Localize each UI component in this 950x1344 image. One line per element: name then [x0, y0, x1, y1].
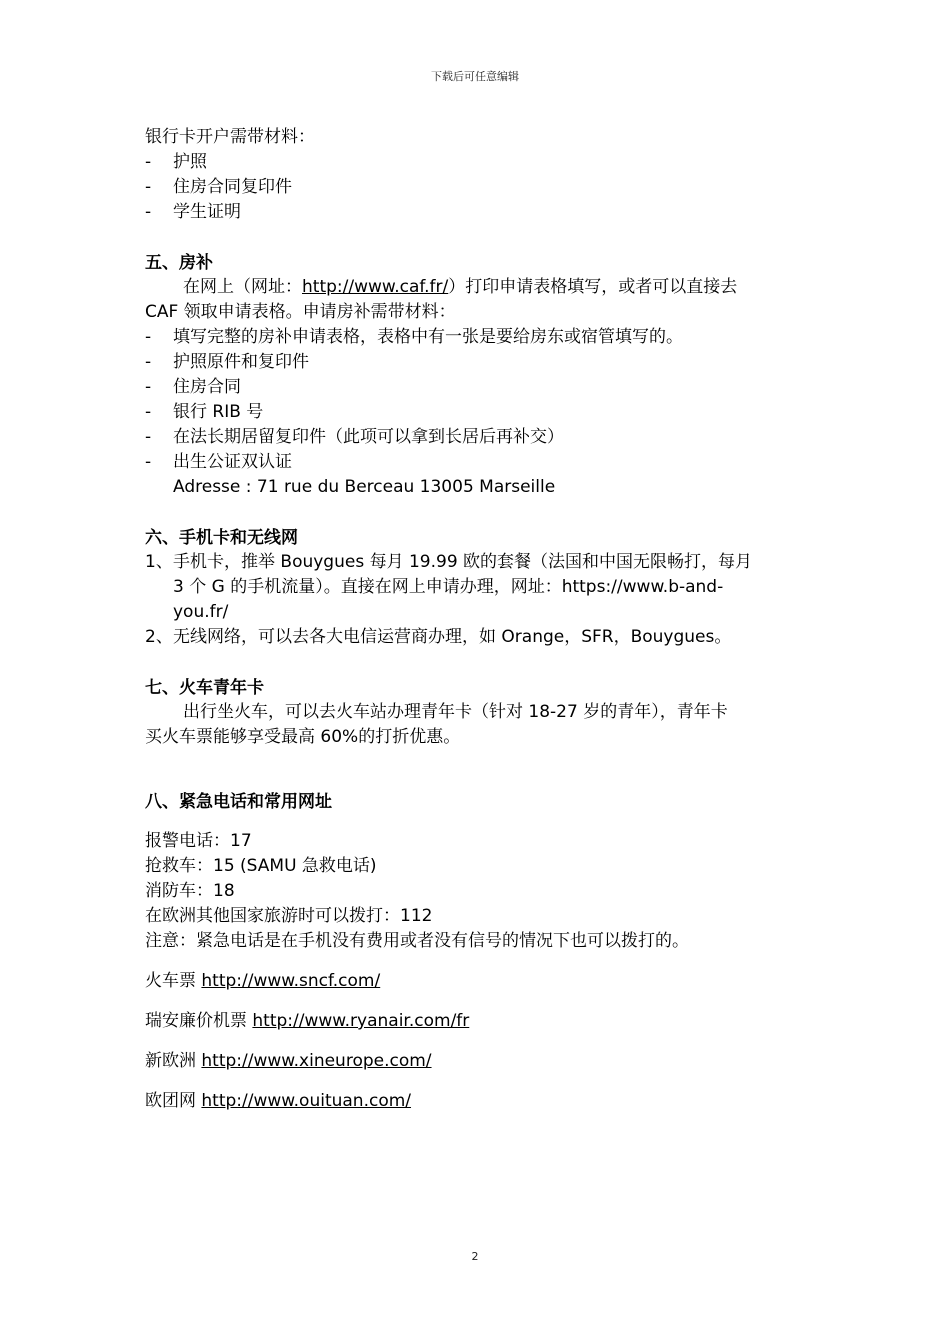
- intro-text-before: 在网上（网址：: [183, 277, 302, 297]
- bullet-marker: -: [145, 202, 152, 222]
- bank-materials-title: 银行卡开户需带材料：: [145, 127, 315, 147]
- phone-fire: 消防车：18: [145, 881, 235, 901]
- bullet-marker: -: [145, 177, 152, 197]
- section7-heading: 七、火车青年卡: [145, 678, 264, 698]
- list-number: 1、: [145, 552, 173, 572]
- sncf-link[interactable]: http://www.sncf.com/: [201, 971, 381, 991]
- housing-item: 填写完整的房补申请表格，表格中有一张是要给房东或宿管填写的。: [173, 327, 683, 347]
- youth-card-line1: 出行坐火车，可以去火车站办理青年卡（针对 18-27 岁的青年），青年卡: [183, 702, 728, 722]
- phone-ambulance: 抢救车：15 (SAMU 急救电话): [145, 856, 377, 876]
- mobile-plan-line3: you.fr/: [173, 602, 229, 622]
- link-label: 火车票: [145, 971, 196, 991]
- housing-item: 住房合同: [173, 377, 241, 397]
- housing-item: 在法长期居留复印件（此项可以拿到长居后再补交）: [173, 427, 564, 447]
- phone-europe: 在欧洲其他国家旅游时可以拨打：112: [145, 906, 433, 926]
- bank-item: 护照: [173, 152, 207, 172]
- link-row-sncf: [145, 970, 380, 992]
- phone-police: 报警电话：17: [145, 831, 252, 851]
- caf-address: Adresse : 71 rue du Berceau 13005 Marseille: [173, 477, 556, 497]
- link-row-ouituan: [145, 1090, 411, 1112]
- housing-item: 银行 RIB 号: [173, 402, 264, 422]
- youth-card-line2: 买火车票能够享受最高 60%的打折优惠。: [145, 727, 461, 747]
- housing-item: 出生公证双认证: [173, 452, 292, 472]
- link-row-xineurope: [145, 1050, 432, 1072]
- link-row-ryanair: [145, 1010, 469, 1032]
- bullet-marker: -: [145, 452, 152, 472]
- bullet-marker: -: [145, 402, 152, 422]
- section5-intro-line1: [183, 276, 737, 298]
- mobile-plan-line2: 3 个 G 的手机流量）。直接在网上申请办理，网址：https://www.b-and-: [173, 577, 724, 597]
- phone-note: 注意：紧急电话是在手机没有费用或者没有信号的情况下也可以拨打的。: [145, 931, 689, 951]
- bullet-marker: -: [145, 352, 152, 372]
- intro-text-after: ）打印申请表格填写，或者可以直接去: [448, 277, 738, 297]
- bank-item: 学生证明: [173, 202, 241, 222]
- bullet-marker: -: [145, 427, 152, 447]
- bullet-marker: -: [145, 377, 152, 397]
- bullet-marker: -: [145, 327, 152, 347]
- section8-heading: 八、紧急电话和常用网址: [145, 792, 332, 812]
- list-number: 2、: [145, 627, 173, 647]
- mobile-plan-line1: 手机卡，推举 Bouygues 每月 19.99 欧的套餐（法国和中国无限畅打，每月: [173, 552, 753, 572]
- ouituan-link[interactable]: http://www.ouituan.com/: [201, 1091, 412, 1111]
- page-number: 2: [471, 1250, 479, 1263]
- xineurope-link[interactable]: http://www.xineurope.com/: [201, 1051, 432, 1071]
- wifi-text: 无线网络，可以去各大电信运营商办理，如 Orange，SFR，Bouygues。: [173, 627, 732, 647]
- link-label: 欧团网: [145, 1091, 196, 1111]
- section5-intro-line2: CAF 领取申请表格。申请房补需带材料：: [145, 302, 456, 322]
- bank-item: 住房合同复印件: [173, 177, 292, 197]
- bullet-marker: -: [145, 152, 152, 172]
- section6-heading: 六、手机卡和无线网: [145, 528, 298, 548]
- link-label: 瑞安廉价机票: [145, 1011, 247, 1031]
- section5-heading: 五、房补: [145, 253, 213, 273]
- housing-item: 护照原件和复印件: [173, 352, 309, 372]
- caf-link[interactable]: http://www.caf.fr/: [302, 277, 449, 297]
- link-label: 新欧洲: [145, 1051, 196, 1071]
- page-header: 下载后可任意编辑: [431, 70, 519, 83]
- ryanair-link[interactable]: http://www.ryanair.com/fr: [252, 1011, 470, 1031]
